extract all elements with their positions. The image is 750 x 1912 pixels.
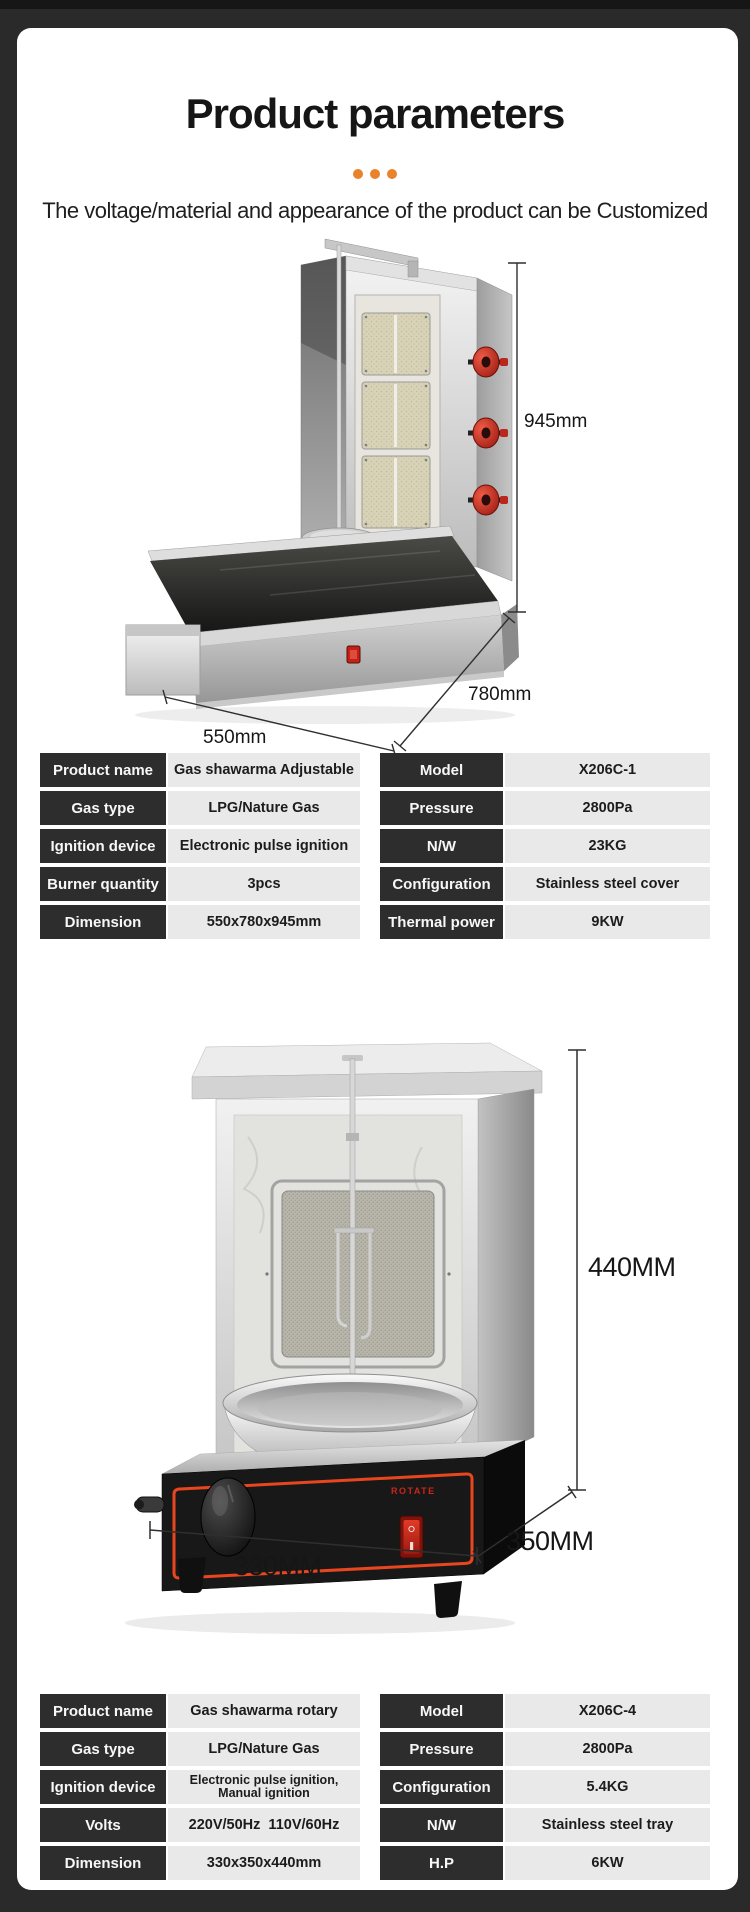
gas-knob — [201, 1478, 255, 1556]
product1-machine-illustration — [20, 225, 730, 770]
orange-dot — [370, 169, 380, 179]
bowl-inner-shadow — [258, 1392, 442, 1426]
table-row — [40, 1732, 710, 1766]
spec-label: Model — [380, 1694, 503, 1728]
spec-value: Stainless steel tray — [505, 1808, 710, 1842]
spec-label: Configuration — [380, 1770, 503, 1804]
machine-shadow — [135, 706, 515, 724]
spec-value: 2800Pa — [505, 1732, 710, 1766]
dimension-depth-label: 780mm — [468, 684, 532, 705]
spec-value: 23KG — [505, 829, 710, 863]
top-dark-strip — [0, 0, 750, 9]
dimension-depth-label: 350MM — [506, 1526, 594, 1556]
spec-value: X206C-1 — [505, 753, 710, 787]
spec-value: Stainless steel cover — [505, 867, 710, 901]
table-gutter — [360, 867, 380, 901]
divider-dots — [0, 169, 750, 180]
table-row — [40, 867, 710, 901]
spec-value: Electronic pulse ignition, Manual ignition — [168, 1770, 360, 1804]
table-gutter — [360, 1846, 380, 1880]
table-gutter — [360, 753, 380, 787]
spec-value: 220V/50Hz 110V/60Hz — [168, 1808, 360, 1842]
spec-label: Volts — [40, 1808, 166, 1842]
base-tray — [126, 526, 519, 709]
table-gutter — [360, 791, 380, 825]
dimension-width-label: 330MM — [234, 1551, 322, 1581]
screw — [447, 1272, 450, 1275]
foot — [434, 1581, 462, 1618]
spec-label: Burner quantity — [40, 867, 166, 901]
table-gutter — [360, 1732, 380, 1766]
drawer-lip — [126, 625, 200, 636]
switch-face — [350, 650, 357, 659]
spec-label: Gas type — [40, 1732, 166, 1766]
spec-label: H.P — [380, 1846, 503, 1880]
product2-machine-illustration — [20, 985, 730, 1640]
dimension-width-label: 550mm — [203, 727, 267, 748]
page-subtitle: The voltage/material and appearance of the product can be Customized — [42, 198, 708, 223]
spec-label: Dimension — [40, 1846, 166, 1880]
spec-label: Model — [380, 753, 503, 787]
table-gutter — [360, 1694, 380, 1728]
table-row — [40, 1808, 710, 1842]
spec-label: Pressure — [380, 1732, 503, 1766]
bracket-post — [408, 261, 418, 277]
table-row — [40, 1694, 710, 1728]
switch-mark-1 — [410, 1542, 413, 1550]
spec-value: 330x350x440mm — [168, 1846, 360, 1880]
foot — [178, 1557, 206, 1593]
product1-spec-table — [40, 753, 710, 943]
table-row — [40, 829, 710, 863]
orange-dot — [387, 169, 397, 179]
dimension-height-label: 945mm — [524, 411, 588, 432]
spec-value: Gas shawarma rotary — [168, 1694, 360, 1728]
spec-value: X206C-4 — [505, 1694, 710, 1728]
spec-value: 5.4KG — [505, 1770, 710, 1804]
spec-label: Pressure — [380, 791, 503, 825]
table-gutter — [360, 829, 380, 863]
spec-label: Configuration — [380, 867, 503, 901]
dimension-height-label: 440MM — [588, 1252, 676, 1282]
spec-label: Thermal power — [380, 905, 503, 939]
spec-value: 3pcs — [168, 867, 360, 901]
spec-value: LPG/Nature Gas — [168, 791, 360, 825]
spec-value: 2800Pa — [505, 791, 710, 825]
product2-spec-table — [40, 1694, 710, 1884]
spec-value: 9KW — [505, 905, 710, 939]
spec-value: Electronic pulse ignition — [168, 829, 360, 863]
rod-clamp — [346, 1133, 359, 1141]
cabinet-right-side — [478, 1089, 534, 1463]
screw — [265, 1272, 268, 1275]
spec-value: LPG/Nature Gas — [168, 1732, 360, 1766]
table-gutter — [360, 1770, 380, 1804]
spec-value: 550x780x945mm — [168, 905, 360, 939]
table-row — [40, 1846, 710, 1880]
gas-inlet-tip — [134, 1500, 144, 1510]
spec-label: N/W — [380, 1808, 503, 1842]
burner-mesh-panel — [282, 1191, 434, 1357]
spec-value: 6KW — [505, 1846, 710, 1880]
spec-label: Product name — [40, 1694, 166, 1728]
spec-label: Ignition device — [40, 829, 166, 863]
knob-highlight — [212, 1486, 228, 1516]
table-row — [40, 791, 710, 825]
spec-label: Dimension — [40, 905, 166, 939]
table-row — [40, 753, 710, 787]
spec-label: Ignition device — [40, 1770, 166, 1804]
rotate-machine-label: ROTATE — [391, 1486, 436, 1496]
spec-label: Product name — [40, 753, 166, 787]
orange-dot — [353, 169, 363, 179]
spec-value: Gas shawarma Adjustable — [168, 753, 360, 787]
page-title: Product parameters — [185, 90, 565, 137]
table-row — [40, 905, 710, 939]
table-gutter — [360, 1808, 380, 1842]
table-gutter — [360, 905, 380, 939]
table-row — [40, 1770, 710, 1804]
prong-bracket — [334, 1228, 374, 1233]
burner-panels — [362, 313, 430, 528]
spec-label: Gas type — [40, 791, 166, 825]
spec-label: N/W — [380, 829, 503, 863]
